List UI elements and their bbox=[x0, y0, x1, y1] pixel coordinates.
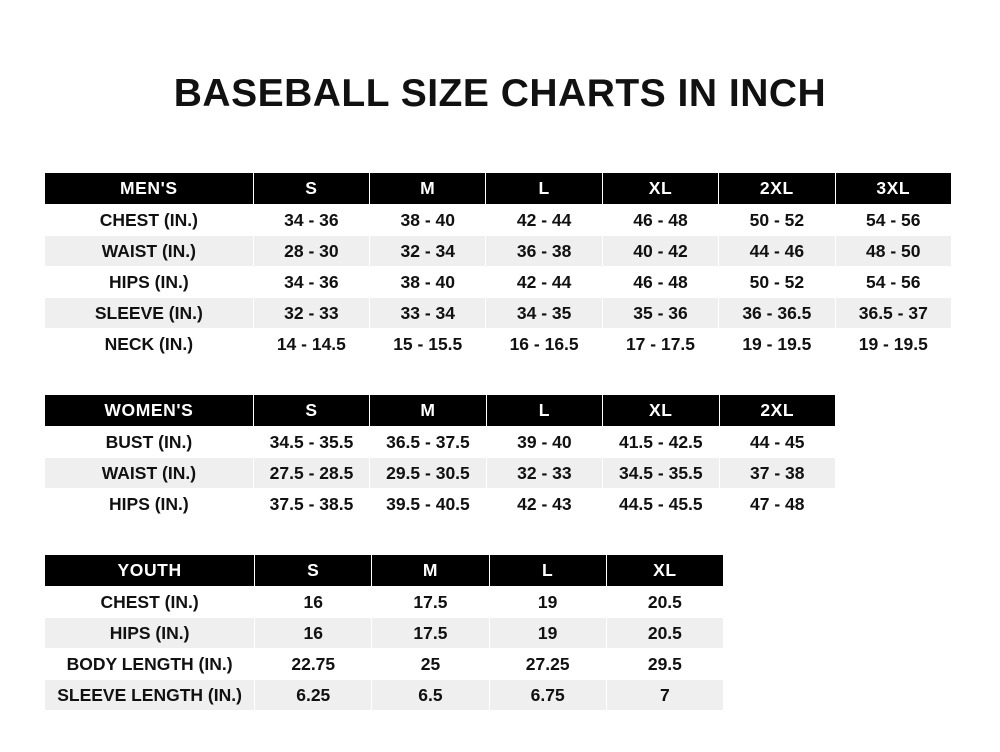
mens-header-xl: XL bbox=[602, 173, 718, 205]
youth-hips-s: 16 bbox=[255, 618, 372, 649]
table-row bbox=[45, 680, 724, 711]
youth-sleeve-length-s: 6.25 bbox=[255, 680, 372, 711]
womens-bust-2xl: 44 - 45 bbox=[719, 427, 835, 458]
mens-chest-2xl: 50 - 52 bbox=[719, 205, 835, 236]
mens-chest-l: 42 - 44 bbox=[486, 205, 602, 236]
womens-waist-xl: 34.5 - 35.5 bbox=[603, 458, 719, 489]
mens-neck-2xl: 19 - 19.5 bbox=[719, 329, 835, 360]
youth-row-label-body-length: BODY LENGTH (IN.) bbox=[45, 649, 255, 680]
womens-waist-s: 27.5 - 28.5 bbox=[253, 458, 369, 489]
womens-waist-m: 29.5 - 30.5 bbox=[370, 458, 486, 489]
womens-size-table bbox=[44, 394, 836, 520]
youth-chest-l: 19 bbox=[489, 587, 606, 618]
mens-sleeve-m: 33 - 34 bbox=[370, 298, 486, 329]
womens-waist-l: 32 - 33 bbox=[486, 458, 602, 489]
womens-header-s: S bbox=[253, 395, 369, 427]
youth-chest-xl: 20.5 bbox=[606, 587, 723, 618]
youth-body-length-l: 27.25 bbox=[489, 649, 606, 680]
womens-header-l: L bbox=[486, 395, 602, 427]
womens-waist-2xl: 37 - 38 bbox=[719, 458, 835, 489]
table-row bbox=[45, 267, 952, 298]
mens-chest-m: 38 - 40 bbox=[370, 205, 486, 236]
mens-row-label-sleeve: SLEEVE (IN.) bbox=[45, 298, 254, 329]
youth-header-xl: XL bbox=[606, 555, 723, 587]
youth-row-label-sleeve-length: SLEEVE LENGTH (IN.) bbox=[45, 680, 255, 711]
mens-header-2xl: 2XL bbox=[719, 173, 835, 205]
womens-bust-l: 39 - 40 bbox=[486, 427, 602, 458]
page-title: BASEBALL SIZE CHARTS IN INCH bbox=[173, 72, 827, 115]
mens-size-table bbox=[44, 172, 952, 360]
mens-chest-s: 34 - 36 bbox=[253, 205, 369, 236]
youth-hips-xl: 20.5 bbox=[606, 618, 723, 649]
youth-chest-s: 16 bbox=[255, 587, 372, 618]
womens-bust-xl: 41.5 - 42.5 bbox=[603, 427, 719, 458]
mens-hips-l: 42 - 44 bbox=[486, 267, 602, 298]
table-row bbox=[45, 236, 952, 267]
table-row bbox=[45, 298, 952, 329]
mens-header-m: M bbox=[370, 173, 486, 205]
mens-chest-xl: 46 - 48 bbox=[602, 205, 718, 236]
youth-header-m: M bbox=[372, 555, 489, 587]
mens-neck-xl: 17 - 17.5 bbox=[602, 329, 718, 360]
womens-header-category: WOMEN'S bbox=[45, 395, 254, 427]
mens-hips-m: 38 - 40 bbox=[370, 267, 486, 298]
mens-row-label-neck: NECK (IN.) bbox=[45, 329, 254, 360]
youth-sleeve-length-l: 6.75 bbox=[489, 680, 606, 711]
mens-sleeve-l: 34 - 35 bbox=[486, 298, 602, 329]
womens-hips-m: 39.5 - 40.5 bbox=[370, 489, 486, 520]
table-row bbox=[45, 427, 836, 458]
mens-sleeve-2xl: 36 - 36.5 bbox=[719, 298, 835, 329]
womens-row-label-bust: BUST (IN.) bbox=[45, 427, 254, 458]
mens-header-l: L bbox=[486, 173, 602, 205]
table-row bbox=[45, 458, 836, 489]
mens-neck-l: 16 - 16.5 bbox=[486, 329, 602, 360]
mens-hips-2xl: 50 - 52 bbox=[719, 267, 835, 298]
youth-body-length-s: 22.75 bbox=[255, 649, 372, 680]
mens-sleeve-s: 32 - 33 bbox=[253, 298, 369, 329]
womens-row-label-waist: WAIST (IN.) bbox=[45, 458, 254, 489]
youth-chest-m: 17.5 bbox=[372, 587, 489, 618]
table-header-row bbox=[45, 395, 836, 427]
mens-neck-3xl: 19 - 19.5 bbox=[835, 329, 951, 360]
youth-size-table bbox=[44, 554, 724, 711]
mens-waist-xl: 40 - 42 bbox=[602, 236, 718, 267]
table-row bbox=[45, 329, 952, 360]
mens-sleeve-3xl: 36.5 - 37 bbox=[835, 298, 951, 329]
womens-hips-xl: 44.5 - 45.5 bbox=[603, 489, 719, 520]
mens-neck-m: 15 - 15.5 bbox=[370, 329, 486, 360]
mens-header-category: MEN'S bbox=[45, 173, 254, 205]
youth-body-length-m: 25 bbox=[372, 649, 489, 680]
mens-neck-s: 14 - 14.5 bbox=[253, 329, 369, 360]
womens-hips-s: 37.5 - 38.5 bbox=[253, 489, 369, 520]
mens-hips-xl: 46 - 48 bbox=[602, 267, 718, 298]
mens-row-label-hips: HIPS (IN.) bbox=[45, 267, 254, 298]
mens-hips-3xl: 54 - 56 bbox=[835, 267, 951, 298]
youth-hips-l: 19 bbox=[489, 618, 606, 649]
table-header-row bbox=[45, 173, 952, 205]
table-header-row bbox=[45, 555, 724, 587]
mens-waist-l: 36 - 38 bbox=[486, 236, 602, 267]
womens-bust-s: 34.5 - 35.5 bbox=[253, 427, 369, 458]
table-row bbox=[45, 587, 724, 618]
youth-header-category: YOUTH bbox=[45, 555, 255, 587]
youth-hips-m: 17.5 bbox=[372, 618, 489, 649]
table-row bbox=[45, 618, 724, 649]
table-row bbox=[45, 205, 952, 236]
womens-header-2xl: 2XL bbox=[719, 395, 835, 427]
youth-sleeve-length-xl: 7 bbox=[606, 680, 723, 711]
youth-header-s: S bbox=[255, 555, 372, 587]
womens-row-label-hips: HIPS (IN.) bbox=[45, 489, 254, 520]
mens-header-s: S bbox=[253, 173, 369, 205]
youth-sleeve-length-m: 6.5 bbox=[372, 680, 489, 711]
mens-hips-s: 34 - 36 bbox=[253, 267, 369, 298]
size-tables-container bbox=[0, 172, 1000, 711]
youth-header-l: L bbox=[489, 555, 606, 587]
mens-waist-s: 28 - 30 bbox=[253, 236, 369, 267]
youth-body-length-xl: 29.5 bbox=[606, 649, 723, 680]
youth-row-label-hips: HIPS (IN.) bbox=[45, 618, 255, 649]
table-row bbox=[45, 489, 836, 520]
youth-row-label-chest: CHEST (IN.) bbox=[45, 587, 255, 618]
mens-row-label-waist: WAIST (IN.) bbox=[45, 236, 254, 267]
table-row bbox=[45, 649, 724, 680]
womens-header-xl: XL bbox=[603, 395, 719, 427]
mens-chest-3xl: 54 - 56 bbox=[835, 205, 951, 236]
mens-row-label-chest: CHEST (IN.) bbox=[45, 205, 254, 236]
womens-header-m: M bbox=[370, 395, 486, 427]
mens-waist-2xl: 44 - 46 bbox=[719, 236, 835, 267]
womens-hips-2xl: 47 - 48 bbox=[719, 489, 835, 520]
mens-waist-3xl: 48 - 50 bbox=[835, 236, 951, 267]
womens-bust-m: 36.5 - 37.5 bbox=[370, 427, 486, 458]
mens-header-3xl: 3XL bbox=[835, 173, 951, 205]
mens-sleeve-xl: 35 - 36 bbox=[602, 298, 718, 329]
mens-waist-m: 32 - 34 bbox=[370, 236, 486, 267]
womens-hips-l: 42 - 43 bbox=[486, 489, 602, 520]
